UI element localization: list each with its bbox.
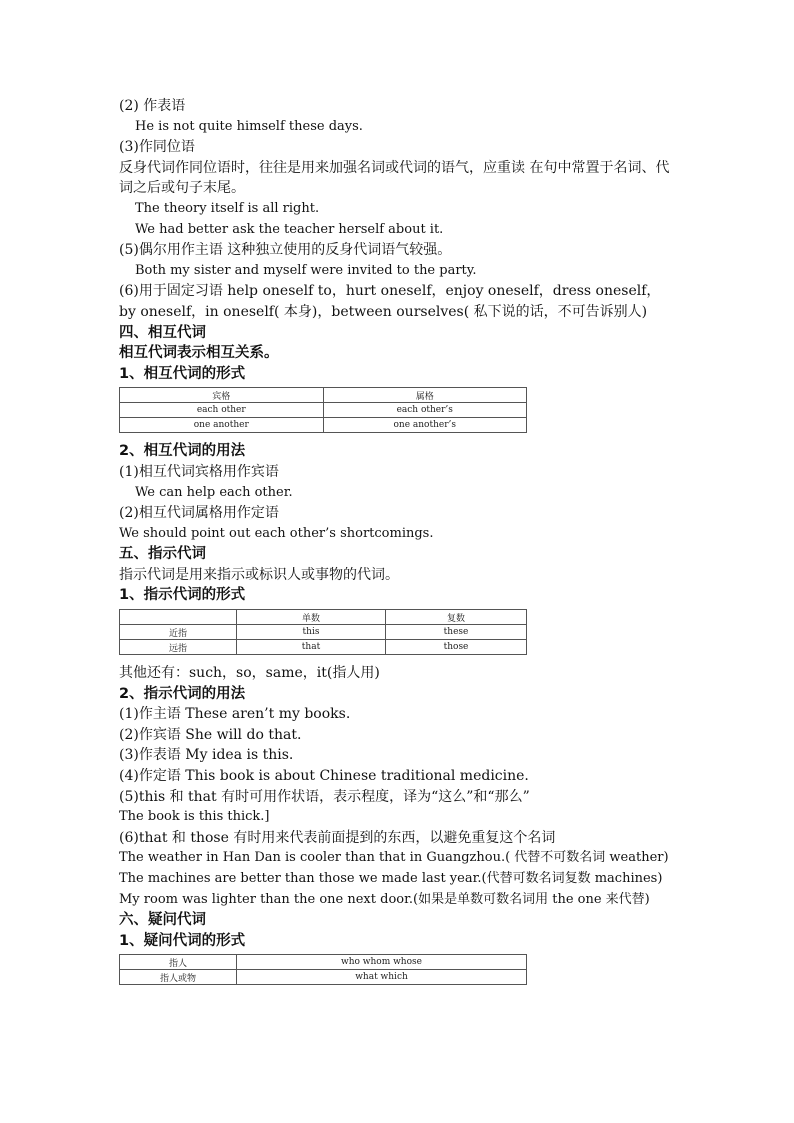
section-heading: 六、疑问代词 [119, 912, 206, 929]
table-cell: these [386, 625, 527, 640]
document-page [119, 96, 675, 993]
table-cell: each other’s [323, 403, 527, 418]
reciprocal-pronoun-table [119, 387, 527, 433]
subsection-heading: 1、疑问代词的形式 [119, 932, 246, 949]
table-cell: one another’s [323, 418, 527, 433]
table-header-cell [120, 610, 237, 625]
usage-item: (1)作主语 These aren’t my books. [119, 706, 351, 723]
table-cell: that [237, 640, 386, 655]
section-heading: 四、相互代词 [119, 324, 206, 341]
table-cell: what which [237, 970, 527, 985]
usage-item: (6)that 和 those 有时用来代表前面提到的东西，以避免重复这个名词 [119, 829, 556, 846]
usage-item: (4)作定语 This book is about Chinese traditional medicine. [119, 768, 529, 785]
table-cell: 指人或物 [120, 970, 237, 985]
example-sentence: The machines are better than those we made last year.(代替可数名词复数 machines) [119, 871, 663, 886]
section-intro: 相互代词表示相互关系。 [119, 345, 279, 362]
table-header-cell: 宾格 [120, 388, 324, 403]
table-cell: 近指 [120, 625, 237, 640]
subsection-heading: 1、指示代词的形式 [119, 587, 246, 604]
item-attributive: (2)相互代词属格用作定语 [119, 505, 279, 522]
example-sentence: The theory itself is all right. [135, 200, 320, 216]
example-sentence: Both my sister and myself were invited to the party. [135, 262, 477, 278]
example-sentence: We can help each other. [135, 484, 293, 500]
item-idioms: (6)用于固定习语 help oneself to，hurt oneself，enjoy oneself，dress oneself，by oneself，in oneself( 本身)，between ourselves( 私下说的话，不可告诉别人) [119, 283, 661, 320]
example-sentence: We had better ask the teacher herself about it. [135, 221, 444, 237]
table-cell: each other [120, 403, 324, 418]
table-cell: 远指 [120, 640, 237, 655]
subsection-heading: 2、指示代词的用法 [119, 685, 246, 702]
interrogative-pronoun-table [119, 954, 527, 985]
example-sentence: The weather in Han Dan is cooler than that in Guangzhou.( 代替不可数名词 weather) [119, 850, 669, 866]
example-sentence: He is not quite himself these days. [135, 118, 363, 134]
example-sentence: We should point out each other’s shortcomings. [119, 525, 434, 541]
section-intro: 指示代词是用来指示或标识人或事物的代词。 [119, 566, 399, 583]
usage-item: (2)作宾语 She will do that. [119, 726, 302, 743]
subsection-heading: 2、相互代词的用法 [119, 443, 246, 460]
section-heading: 五、指示代词 [119, 546, 206, 563]
item-subject: (5)偶尔用作主语 这种独立使用的反身代词语气较强。 [119, 242, 452, 259]
table-cell: those [386, 640, 527, 655]
item-object: (1)相互代词宾格用作宾语 [119, 463, 279, 480]
table-cell: this [237, 625, 386, 640]
table-header-cell: 单数 [237, 610, 386, 625]
example-sentence: The book is this thick.] [119, 809, 270, 825]
paragraph-appositive: 反身代词作同位语时，往往是用来加强名词或代词的语气，应重读 在句中常置于名词、代词之后或句子末尾。 [119, 159, 670, 197]
subsection-heading: 1、相互代词的形式 [119, 365, 246, 382]
usage-item: (3)作表语 My idea is this. [119, 747, 294, 764]
table-cell: who whom whose [237, 955, 527, 970]
other-forms: 其他还有：such，so，same，it(指人用) [119, 665, 380, 682]
table-header-cell: 复数 [386, 610, 527, 625]
item-appositive: (3)作同位语 [119, 139, 195, 156]
example-sentence: My room was lighter than the one next door.(如果是单数可数名词用 the one 来代替) [119, 891, 650, 907]
table-header-cell: 属格 [323, 388, 527, 403]
table-cell: 指人 [120, 955, 237, 970]
demonstrative-pronoun-table [119, 609, 527, 655]
usage-item: (5)this 和 that 有时可用作状语，表示程度，译为“这么”和“那么” [119, 788, 530, 805]
item-predicative: (2) 作表语 [119, 98, 186, 114]
table-cell: one another [120, 418, 324, 433]
